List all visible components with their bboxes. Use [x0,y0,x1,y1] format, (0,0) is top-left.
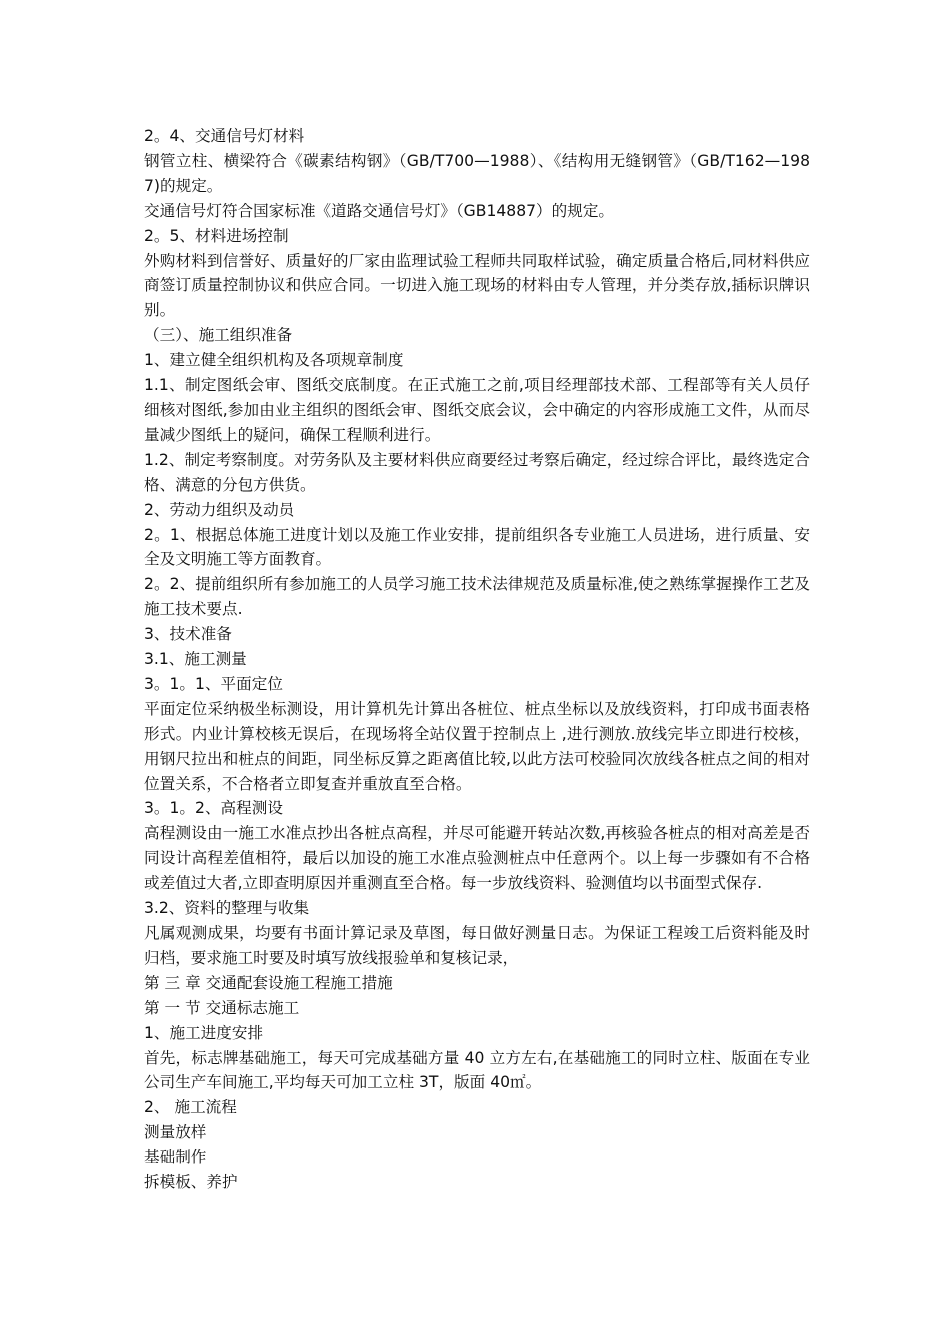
paragraph-schedule: 首先，标志牌基础施工，每天可完成基础方量 40 立方左右,在基础施工的同时立柱、版面在专业公司生产车间施工,平均每天可加工立柱 3T，版面 40㎡。 [144,1048,810,1092]
paragraph-steel-pole-standards: 钢管立柱、横梁符合《碳素结构钢》（GB/T700—1988）、《结构用无缝钢管》（GB/T162—1987)的规定。 [144,151,810,195]
paragraph-2-1-personnel-entry: 2。1、根据总体施工进度计划以及施工作业安排，提前组织各专业施工人员进场，进行质量、安全及文明施工等方面教育。 [144,525,810,569]
paragraph-1-1-drawing-review: 1.1、制定图纸会审、图纸交底制度。在正式施工之前,项目经理部技术部、工程部等有关人员仔细核对图纸,参加由业主组织的图纸会审、图纸交底会议，会中确定的内容形成施工文件，从而尽量减少图纸上的疑问，确保工程顺利进行。 [144,376,810,444]
heading-3-1-survey: 3.1、施工测量 [144,650,247,669]
list-item-survey-layout: 测量放样 [144,1123,207,1142]
paragraph-purchased-materials: 外购材料到信誉好、质量好的厂家由监理试验工程师共同取样试验，确定质量合格后,同材料供应商签订质量控制协议和供应合同。一切进入施工现场的材料由专人管理，并分类存放,插标识牌识别。 [144,251,810,320]
paragraph-signal-light-standard: 交通信号灯符合国家标准《道路交通信号灯》（GB14887）的规定。 [144,201,615,220]
list-item-formwork-removal: 拆模板、养护 [144,1173,238,1192]
heading-2-4-signal-light-materials: 2。4、交通信号灯材料 [144,127,305,145]
heading-3-1-1-plane-positioning: 3。1。1、平面定位 [144,674,283,693]
paragraph-observation-results: 凡属观测成果，均要有书面计算记录及草图，每日做好测量日志。为保证工程竣工后资料能及时归档，要求施工时要及时填写放线报验单和复核记录， [144,924,810,967]
heading-3-technical-prep: 3、技术准备 [144,625,232,644]
heading-2-labor-organization: 2、劳动力组织及动员 [144,500,295,519]
heading-section-1: 第 一 节 交通标志施工 [144,998,300,1017]
paragraph-1-2-inspection-system: 1.2、制定考察制度。对劳务队及主要材料供应商要经过考察后确定，经过综合评比，最终选定合格、满意的分包方供货。 [144,450,810,494]
paragraph-elevation-survey: 高程测设由一施工水准点抄出各桩点高程，并尽可能避开转站次数,再核验各桩点的相对高差是否同设计高程差值相符，最后以加设的施工水准点验测桩点中任意两个。以上每一步骤如有不合格或差值过大者,立即查明原因并重测直至合格。每一步放线资料、验测值均以书面型式保存. [144,824,810,893]
paragraph-plane-positioning: 平面定位采纳极坐标测设，用计算机先计算出各桩位、桩点坐标以及放线资料，打印成书面表格形式。内业计算校核无误后，在现场将全站仪置于控制点上 ,进行测放.放线完毕立即进行校核，用钢尺拉出和桩点的间距，同坐标反算之距离值比较,以此方法可校验同次放线各桩点之间的相对位置关系，不合格者立即复查并重放直至合格。 [144,699,810,793]
heading-2-5-material-entry-control: 2。5、材料进场控制 [144,226,289,245]
heading-3-2-data-collection: 3.2、资料的整理与收集 [144,899,310,918]
heading-chapter-3: 第 三 章 交通配套设施工程施工措施 [144,973,393,992]
heading-construction-organization-prep: （三）、施工组织准备 [144,326,293,345]
heading-1-organization-rules: 1、建立健全组织机构及各项规章制度 [144,351,404,370]
heading-3-1-2-elevation-survey: 3。1。2、高程测设 [144,799,283,818]
heading-2-process-flow: 2、 施工流程 [144,1098,237,1117]
heading-1-schedule: 1、施工进度安排 [144,1023,264,1042]
document-body [144,124,810,1195]
list-item-foundation: 基础制作 [144,1148,207,1167]
paragraph-2-2-staff-training: 2。2、提前组织所有参加施工的人员学习施工技术法律规范及质量标准,使之熟练掌握操作工艺及施工技术要点. [144,575,810,619]
